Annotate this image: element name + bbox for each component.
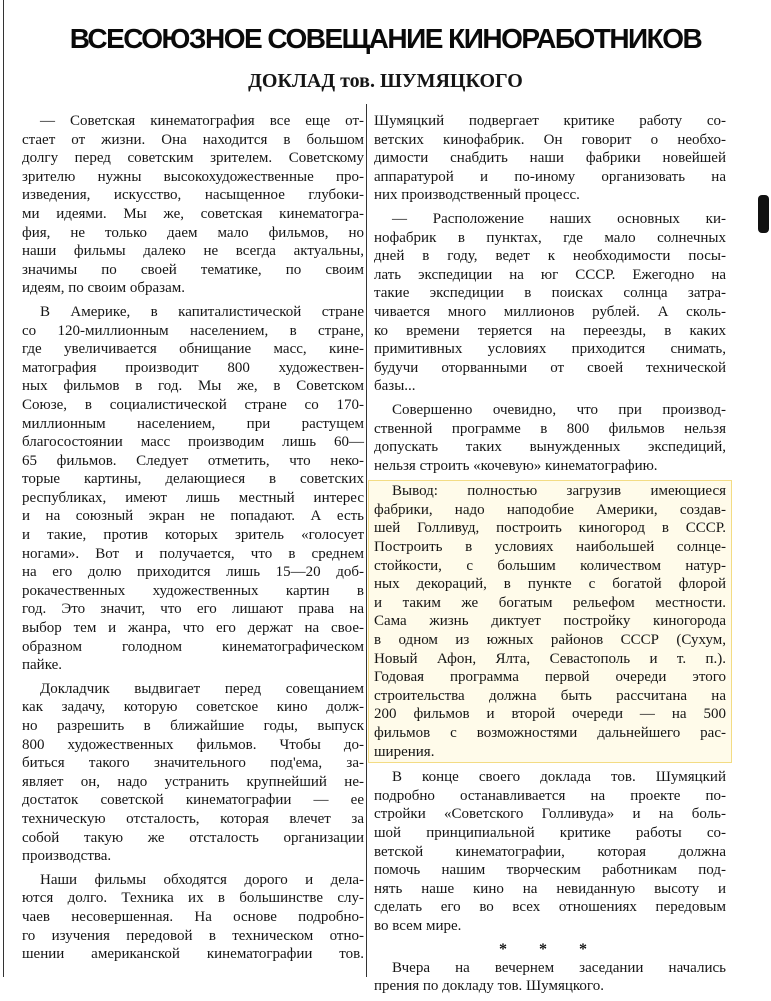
text-line: чаев несовершенная. На основе подробно-: [22, 908, 364, 925]
text-line: шении американской кинематографии тов.: [22, 946, 364, 963]
text-line: — Советская кинематография все еще от-: [40, 113, 364, 129]
text-line: фильмов с возможностями дальнейшего рас-: [374, 725, 726, 741]
text-line: го изучения передовой в техническом отно-: [22, 927, 364, 944]
text-line: аппаратурой и по-иному организовать на: [374, 168, 726, 185]
article-column-right: [374, 112, 726, 1001]
paragraph: [22, 871, 364, 964]
text-line: В Америке, в капиталистической стране: [40, 303, 364, 320]
text-line: ширения.: [374, 743, 435, 760]
text-line: лать экспедиции на юг СССР. Ежегодно на: [374, 266, 726, 283]
text-line: и такие, против которых зритель «голосует: [22, 527, 364, 544]
text-line: В конце своего доклада тов. Шумяцкий: [392, 769, 726, 786]
text-line: на его долю приходится лишь 15—20 доб-: [22, 564, 364, 581]
text-line: шой принципиальной критике работы со-: [374, 824, 726, 841]
text-line: Сама жизнь диктует постройку киногорода: [374, 613, 726, 630]
text-line: стает от жизни. Она находится в большом: [22, 131, 364, 148]
text-line: Шумяцкий подвергает критике работу со-: [374, 113, 726, 129]
text-line: изведения, искусство, насыщенное глубоки-: [22, 187, 364, 204]
text-line: Наши фильмы обходятся дорого и дела-: [40, 871, 364, 888]
text-line: во всем мире.: [374, 917, 462, 934]
text-line: чивается много миллионов рублей. А сколь-: [374, 303, 726, 320]
text-line: Вчера на вечернем заседании начались: [392, 959, 726, 976]
text-line: матография производит 800 художествен-: [22, 359, 364, 376]
text-line: собой такую же отсталость организации: [22, 829, 364, 846]
subheadline-text: ДОКЛАД тов. ШУМЯЦКОГО: [248, 70, 523, 92]
text-line: техническую отсталость, которая влечет за: [22, 810, 364, 827]
text-line: стройки «Советского Голливуда» и на боль-: [374, 806, 726, 823]
text-line: но разрешить в ближайшие годы, выпуск: [22, 718, 364, 734]
text-line: Годовая программа первой очереди этого: [374, 669, 726, 686]
headline-text: ВСЕСОЮЗНОЕ СОВЕЩАНИЕ КИНОРАБОТНИКОВ: [69, 23, 702, 54]
paragraph: [374, 112, 726, 205]
text-line: значимы по своей тематике, по своим: [22, 261, 364, 278]
paragraph: [374, 959, 726, 996]
text-line: такие экспедиции в поисках солнца затра-: [374, 285, 726, 302]
text-line: со 120-миллионным населением, в стране,: [22, 322, 364, 339]
paragraph: [374, 401, 726, 475]
text-line: дней в году, ведет к необходимости посы-: [374, 248, 726, 265]
text-line: — Расположение наших основных ки-: [392, 210, 726, 227]
text-line: примитивных условиях приходится снимать,: [374, 341, 726, 358]
text-line: фия, не только даем мало фильмов, но: [22, 224, 364, 241]
text-line: идеям, по своим образам.: [22, 280, 186, 297]
text-line: ми идеями. Мы же, советская кинематогра-: [22, 205, 364, 222]
subheadline: [0, 70, 771, 93]
text-line: Докладчик выдвигает перед совещанием: [40, 680, 364, 697]
text-line: Новый Афон, Ялта, Севастополь и т. п.).: [374, 650, 726, 667]
text-line: производства.: [22, 848, 112, 865]
text-line: рокачественных художественных картин в: [22, 582, 364, 599]
text-line: фабрики, надо наподобие Америки, создав-: [374, 501, 726, 518]
text-line: стойкости, с большим количеством натур-: [374, 557, 726, 574]
text-line: являет он, надо устранить крупнейший не-: [22, 773, 364, 790]
text-line: Построить в условиях наибольшей солнце-: [374, 539, 726, 556]
text-line: пайке.: [22, 657, 63, 674]
text-line: торые картины, делающиеся в советских: [22, 471, 364, 488]
highlighted-paragraph: [368, 480, 732, 763]
text-line: биться такого значительного под'ема, за-: [22, 755, 364, 772]
text-line: допускать таких вынужденных экспедиций,: [374, 439, 726, 456]
text-line: помочь нашим творческим работникам под-: [374, 862, 726, 879]
text-line: как задачу, которую советское кино долж-: [22, 699, 364, 716]
text-line: в одном из южных районов СССР (Сухум,: [374, 632, 726, 649]
ink-blot-mark: [758, 195, 769, 233]
text-line: ных фильмов в год. Мы же, в Советском: [22, 378, 364, 395]
text-line: нофабрик в пунктах, где мало солнечных: [374, 229, 726, 246]
text-line: достаток советской кинематографии — ее: [22, 792, 364, 809]
column-divider: [366, 104, 367, 977]
text-line: нять наше кино на невиданную высоту и: [374, 880, 726, 897]
text-line: ногами». Вот и получается, что в среднем: [22, 545, 364, 562]
page-border-rule: [3, 0, 4, 977]
text-line: республиках, имеют лишь местный интерес: [22, 489, 364, 506]
text-line: них производственный процесс.: [374, 187, 580, 204]
text-line: димости снабдить наши фабрики новейшей: [374, 150, 726, 167]
text-line: и таким же богатым рельефом местности.: [374, 594, 726, 611]
paragraph: [374, 210, 726, 396]
text-line: шей Голливуд, построить киногород в СССР.: [374, 520, 726, 537]
headline: [0, 20, 771, 58]
text-line: ются долго. Техника их в большинстве слу-: [22, 890, 364, 907]
paragraph: [374, 768, 726, 935]
text-line: подробно останавливается на проекте по-: [374, 787, 726, 804]
text-line: год. Это значит, что его лишают права на: [22, 601, 364, 618]
text-line: строительства должна быть рассчитана на: [374, 687, 726, 704]
text-line: где увеличивается обнищание масс, кине-: [22, 341, 364, 358]
text-line: долгу перед советским зрителем. Советскому: [22, 150, 364, 167]
text-line: базы...: [374, 378, 416, 395]
paragraph: [22, 303, 364, 675]
text-line: Союзе, в социалистической стране со 170-: [22, 396, 364, 413]
text-line: сделать его во всех отношениях передовым: [374, 899, 726, 916]
text-line: наши фильмы далеко не всегда актуальны,: [22, 243, 364, 260]
section-separator: * * *: [499, 940, 601, 958]
text-line: миллионным населением, при растущем: [22, 415, 364, 432]
text-line: ко времени теряется на переезды, в каких: [374, 322, 726, 339]
paragraph: [22, 680, 364, 866]
text-line: Вывод: полностью загрузив имеющиеся: [392, 483, 726, 500]
text-line: ных декораций, в пункте с богатой флорой: [374, 576, 726, 593]
text-line: прения по докладу тов. Шумяцкого.: [374, 978, 604, 995]
text-line: нельзя строить «кочевую» кинематографию.: [374, 457, 658, 474]
article-column-left: [22, 112, 364, 969]
text-line: 200 фильмов и второй очереди — на 500: [374, 706, 726, 723]
text-line: ветской кинематографии, которая должна: [374, 843, 726, 860]
text-line: благосостоянии масс производим лишь 60—: [22, 434, 364, 451]
text-line: зрителю нужны высокохудожественные про-: [22, 168, 364, 185]
text-line: и на союзный экран не попадают. А есть: [22, 508, 364, 525]
text-line: 65 фильмов. Следует отметить, что неко-: [22, 452, 364, 469]
paragraph: [22, 112, 364, 298]
text-line: 800 художественных фильмов. Чтобы до-: [22, 736, 364, 753]
text-line: Совершенно очевидно, что при производ-: [392, 401, 726, 418]
text-line: будучи оторванными от своей технической: [374, 359, 726, 376]
text-line: ветских кинофабрик. Он говорит о необхо-: [374, 131, 726, 148]
text-line: ственной программе в 800 фильмов нельзя: [374, 420, 726, 437]
text-line: образном голодном кинематографическом: [22, 638, 364, 655]
text-line: выбор тем и жанра, что его держат на свое-: [22, 620, 364, 637]
